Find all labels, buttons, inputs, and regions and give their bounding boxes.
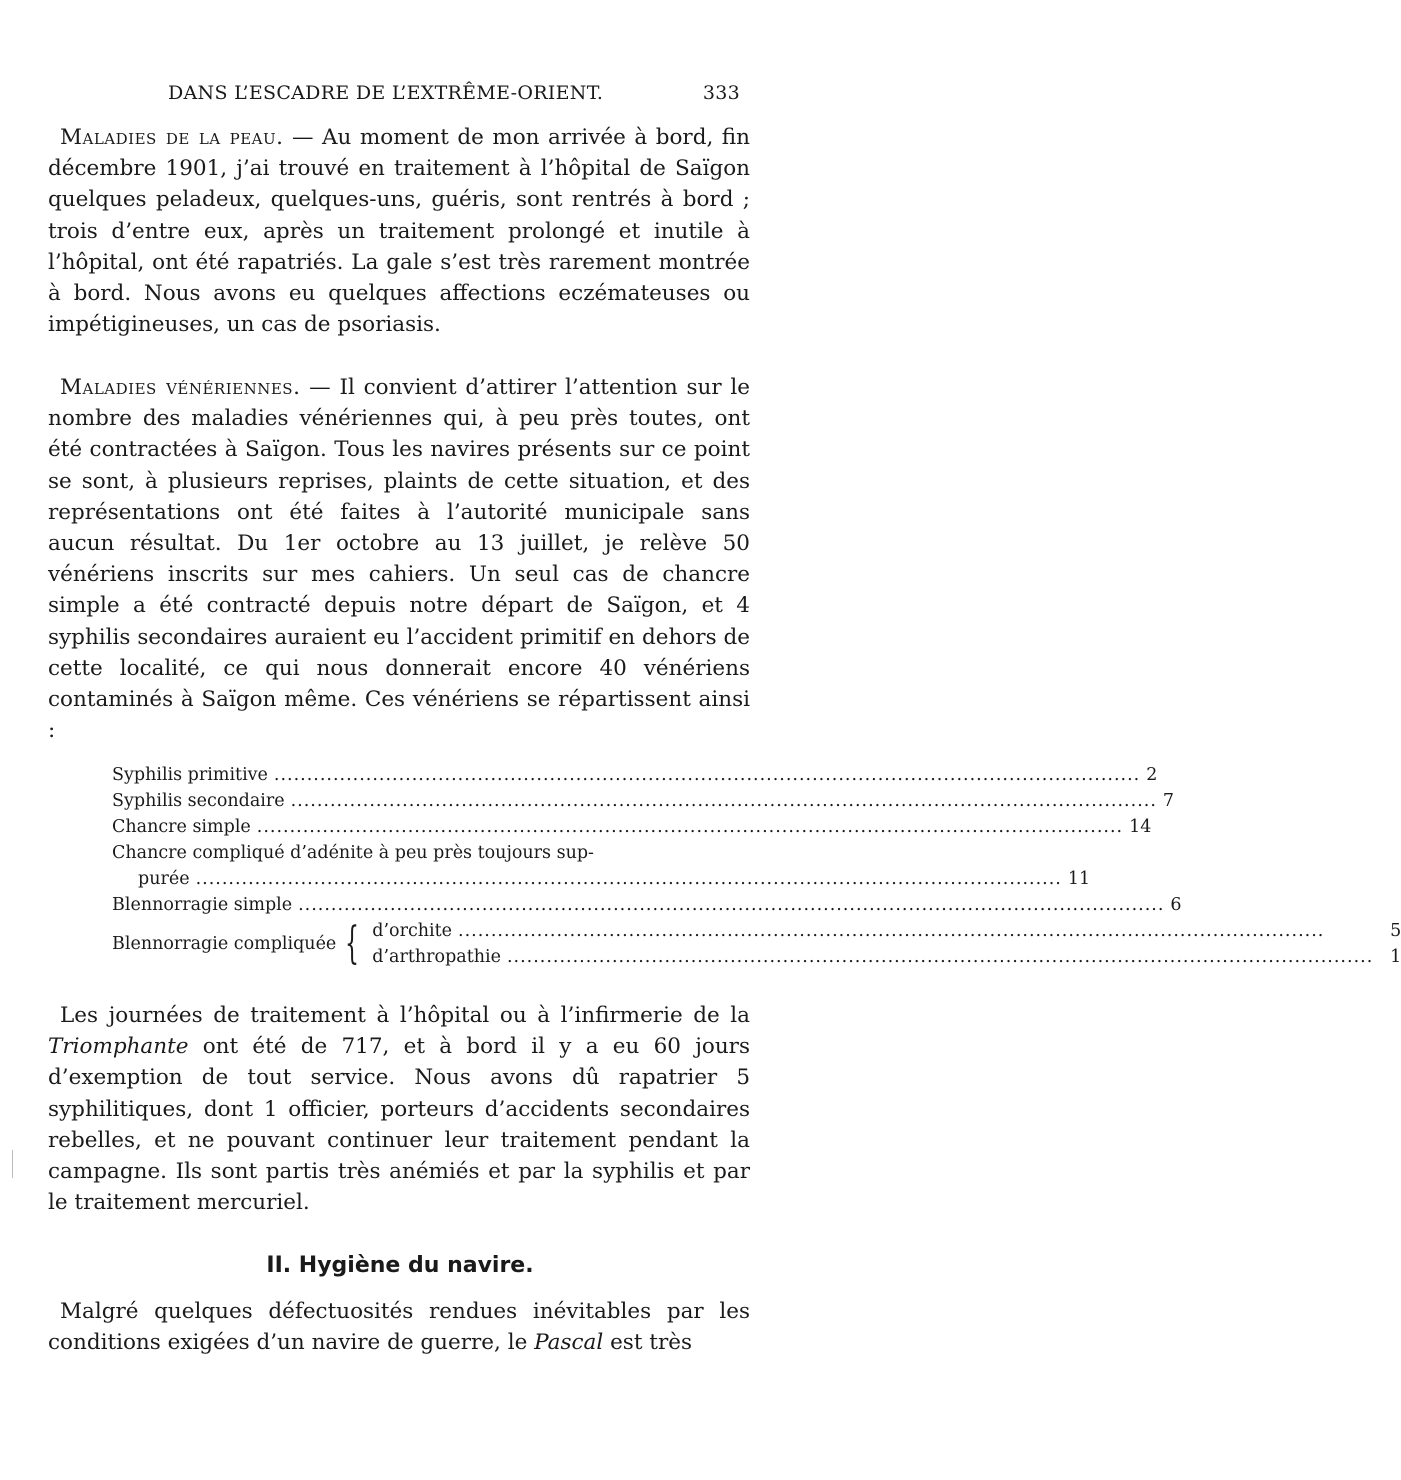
paragraph-heading: Maladies vénériennes. xyxy=(60,375,301,400)
paragraph-heading: Maladies de la peau. xyxy=(60,125,284,150)
brace-icon: { xyxy=(345,918,360,969)
margin-mark xyxy=(12,1150,13,1178)
venereal-cases-table xyxy=(112,762,1401,970)
paragraph-text: Il convient d’attirer l’attention sur le nombre des maladies vénériennes qui, à peu près toutes, ont été contractées à Saïgon. Tous les navires présents sur ce point se sont, à plusieurs reprises, plaints de cette situation, et des représentations ont été faites à l’autorité municipale sans aucun résultat. Du 1er octobre au 13 juillet, je relève 50 vénériens inscrits sur mes cahiers. Un seul cas de chancre simple a été contracté depuis notre départ de Saïgon, et 4 syphilis secondaires auraient eu l’accident primitif en dehors de cette localité, ce qui nous donnerait encore 40 vénériens contaminés à Saïgon même. Ces vénériens se répartissent ainsi : xyxy=(48,375,750,744)
paragraph-venereal-diseases xyxy=(48,372,750,746)
table-row: d’orchite ..... 5 xyxy=(372,918,1401,944)
table-row: Blennorragie simple ..... 6 xyxy=(112,892,658,918)
page-number: 333 xyxy=(702,82,740,104)
running-title: DANS L’ESCADRE DE L’EXTRÊME-ORIENT. xyxy=(168,82,604,104)
heading-dash: — xyxy=(283,125,323,150)
group-items xyxy=(372,918,1401,970)
table-row: Syphilis primitive ..... 2 xyxy=(112,762,658,788)
table-row: Syphilis secondaire ..... 7 xyxy=(112,788,658,814)
table-row: purée ..... 11 xyxy=(112,866,658,892)
paragraph-skin-diseases xyxy=(48,122,750,340)
section-title: II. Hygiène du navire. xyxy=(266,1253,534,1278)
running-header xyxy=(168,82,740,104)
group-label: Blennorragie compliquée xyxy=(112,934,337,954)
table-group-complicated xyxy=(112,918,1401,970)
paragraph-text: Au moment de mon arrivée à bord, fin décembre 1901, j’ai trouvé en traitement à l’hôpital de Saïgon quelques peladeux, quelques-uns, guéris, sont rentrés à bord ; trois d’entre eux, après un traitement prolongé et inutile à l’hôpital, ont été rapatriés. La gale s’est très rarement montrée à bord. Nous avons eu quelques affections eczémateuses ou impétigineuses, un cas de psoriasis. xyxy=(48,125,750,338)
paragraph-ship-hygiene: Malgré quelques défectuosités rendues inévitables par les conditions exigées d’un navire de guerre, le Pascal est très xyxy=(48,1299,750,1356)
ship-name: Pascal xyxy=(534,1330,604,1356)
paragraph-treatment-days: Les journées de traitement à l’hôpital ou à l’infirmerie de la Triomphante ont été de 717, et à bord il y a eu 60 jours d’exemption de tout service. Nous avons dû rapatrier 5 syphilitiques, dont 1 officier, porteurs d’accidents secondaires rebelles, et ne pouvant continuer leur traitement pendant la campagne. Ils sont partis très anémiés et par la syphilis et par le traitement mercuriel. xyxy=(48,1003,750,1216)
ship-name: Triomphante xyxy=(48,1034,189,1060)
table-row: d’arthropathie ..... 1 xyxy=(372,944,1401,970)
table-row: Chancre simple ..... 14 xyxy=(112,814,658,840)
table-row: Chancre compliqué d’adénite à peu près toujours sup- xyxy=(112,843,594,863)
heading-dash: — xyxy=(300,375,340,400)
